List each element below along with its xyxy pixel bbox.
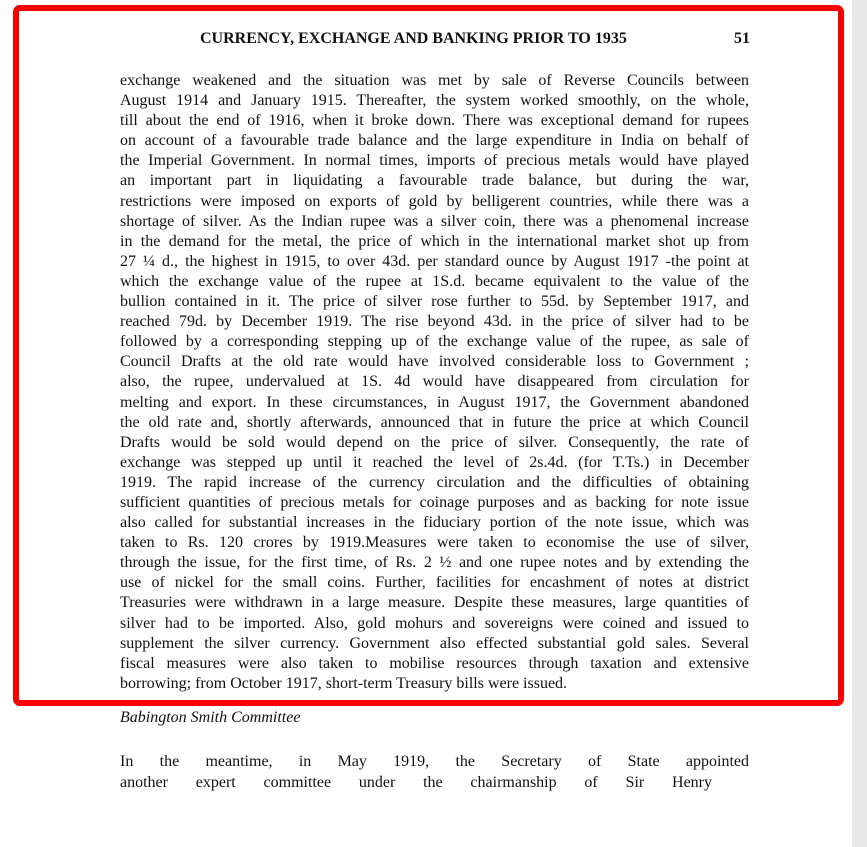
- text-line: the Imperial Government. In normal times, imports of precious metals would have played: [120, 152, 749, 170]
- text-line: till about the end of 1916, when it broke down. There was exceptional demand for rupees: [120, 112, 749, 130]
- text-line: followed by a corresponding stepping up of the exchange value of the rupee, as sale of: [120, 333, 749, 351]
- text-line: In the meantime, in May 1919, the Secretary of State appointed: [120, 753, 749, 770]
- text-line: taken to Rs. 120 crores by 1919.Measures were taken to economise the use of silver,: [120, 534, 749, 552]
- text-line: use of nickel for the small coins. Further, facilities for encashment of notes at district: [120, 574, 749, 592]
- text-line: melting and export. In these circumstances, in August 1917, the Government abandoned: [120, 393, 749, 411]
- text-line: shortage of silver. As the Indian rupee was a silver coin, there was a phenomenal increase: [120, 212, 749, 230]
- text-line: exchange weakened and the situation was met by sale of Reverse Councils between: [120, 72, 749, 89]
- text-line: another expert committee under the chairmanship of Sir Henry: [120, 774, 712, 791]
- text-line: reached 79d. by December 1919. The rise beyond 43d. in the price of silver had to be: [120, 313, 749, 331]
- text-line: on account of a favourable trade balance and the large expenditure in India on behalf of: [120, 132, 749, 150]
- main-paragraph: [120, 71, 749, 694]
- text-line: sufficient quantities of precious metals for coinage purposes and as backing for note issue: [120, 493, 749, 511]
- text-line: the old rate and, shortly afterwards, announced that in future the price at which Council: [120, 413, 749, 431]
- header-title: CURRENCY, EXCHANGE AND BANKING PRIOR TO 1935: [200, 30, 627, 47]
- text-line: bullion contained in it. The price of silver rose further to 55d. by September 1917, and: [120, 293, 749, 311]
- text-line: restrictions were imposed on exports of gold by belligerent countries, while there was a: [120, 192, 749, 210]
- text-line: fiscal measures were also taken to mobilise resources through taxation and extensive: [120, 654, 749, 672]
- text-line: through the issue, for the first time, of Rs. 2 ½ and one rupee notes and by extending the: [120, 554, 749, 572]
- text-line: silver had to be imported. Also, gold mohurs and sovereigns were coined and issued to: [120, 614, 749, 632]
- section-heading: Babington Smith Committee: [120, 709, 301, 726]
- text-line: 27 ¼ d., the highest in 1915, to over 43d. per standard ounce by August 1917 -the point at: [120, 252, 749, 270]
- text-line: Treasuries were withdrawn in a large measure. Despite these measures, large quantities of: [120, 594, 749, 612]
- second-paragraph: [120, 751, 749, 793]
- page-number: 51: [734, 30, 750, 47]
- text-line: supplement the silver currency. Government also effected substantial gold sales. Several: [120, 634, 749, 652]
- text-line: an important part in liquidating a favourable trade balance, but during the war,: [120, 172, 749, 190]
- text-line: also, the rupee, undervalued at 1S. 4d would have disappeared from circulation for: [120, 373, 749, 391]
- text-line: in the demand for the metal, the price of which in the international market shot up from: [120, 232, 749, 250]
- text-line: Drafts would be sold would depend on the price of silver. Consequently, the rate of: [120, 433, 749, 451]
- text-line: borrowing; from October 1917, short-term Treasury bills were issued.: [120, 674, 568, 692]
- text-line: August 1914 and January 1915. Thereafter, the system worked smoothly, on the whole,: [120, 92, 749, 110]
- text-line: 1919. The rapid increase of the currency circulation and the difficulties of obtaining: [120, 473, 749, 491]
- text-line: Council Drafts at the old rate would have involved considerable loss to Government ;: [120, 353, 749, 371]
- text-line: also called for substantial increases in the fiduciary portion of the note issue, which was: [120, 514, 749, 532]
- text-line: exchange was stepped up until it reached the level of 2s.4d. (for T.Ts.) in December: [120, 453, 749, 471]
- text-line: which the exchange value of the rupee at 1S.d. became equivalent to the value of the: [120, 272, 749, 290]
